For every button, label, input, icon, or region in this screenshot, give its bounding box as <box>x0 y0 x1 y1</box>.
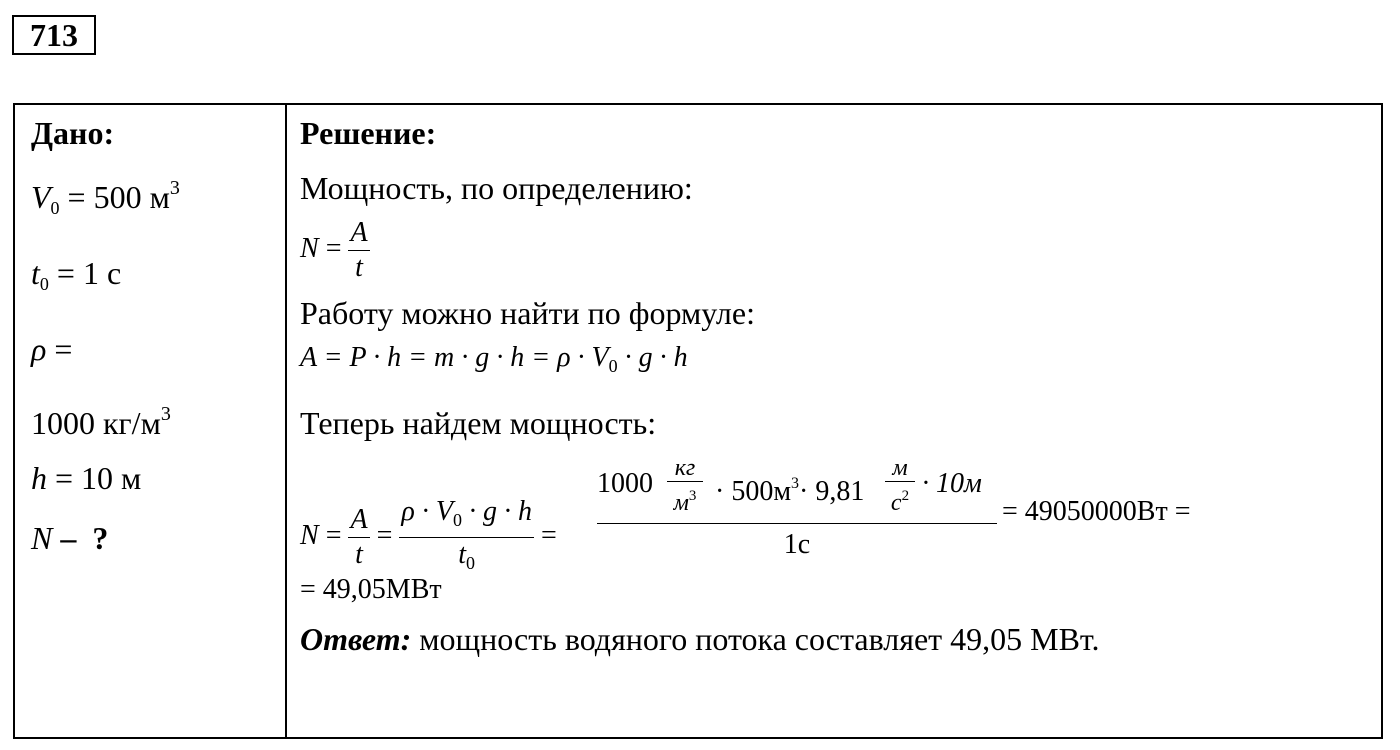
result-megawatts: = 49,05МВт <box>300 574 442 605</box>
problem-number: 713 <box>12 15 96 55</box>
given-density: ρ = <box>31 331 73 367</box>
given-column <box>31 113 281 558</box>
solution-line-power: Теперь найдем мощность: <box>300 405 657 441</box>
answer-line <box>300 619 1370 659</box>
answer-text: мощность водяного потока составляет 49,05 МВт. <box>411 621 1100 657</box>
given-unknown: N – ? <box>31 520 109 556</box>
solution-column <box>300 113 1370 659</box>
solution-line-definition: Мощность, по определению: <box>300 170 693 206</box>
given-height: h = 10 м <box>31 460 142 496</box>
solution-header: Решение: <box>300 115 437 151</box>
power-computation: N = $\frac{A}{t}$ = $\frac{\rho \cdot V_0 \cdot g \cdot h}{t_0}$ = 1000 кг $м^3$ · $500м^3\cdot 9,81$ м $с^2$ · 10м 1с = 49050000Вт = <box>300 455 1191 573</box>
power-definition-formula: N = $\frac{A}{t}$ <box>300 217 368 283</box>
solution-line-work: Работу можно найти по формуле: <box>300 295 755 331</box>
solution-table <box>13 103 1383 739</box>
answer-label: Ответ: <box>300 621 412 657</box>
result-watts: = 49050000Вт = <box>1002 496 1191 527</box>
column-divider <box>285 105 287 737</box>
work-formula: $A = P \cdot h = m \cdot g \cdot h = \rho \cdot V_0 \cdot g \cdot h$ <box>300 342 688 376</box>
given-header: Дано: <box>31 115 115 151</box>
given-time: $t_0 = 1$ с <box>31 255 122 294</box>
given-density-value: 1000 $кг/м^3$ <box>31 403 171 441</box>
given-volume: $V_0 = 500$ $м^3$ <box>31 177 180 218</box>
